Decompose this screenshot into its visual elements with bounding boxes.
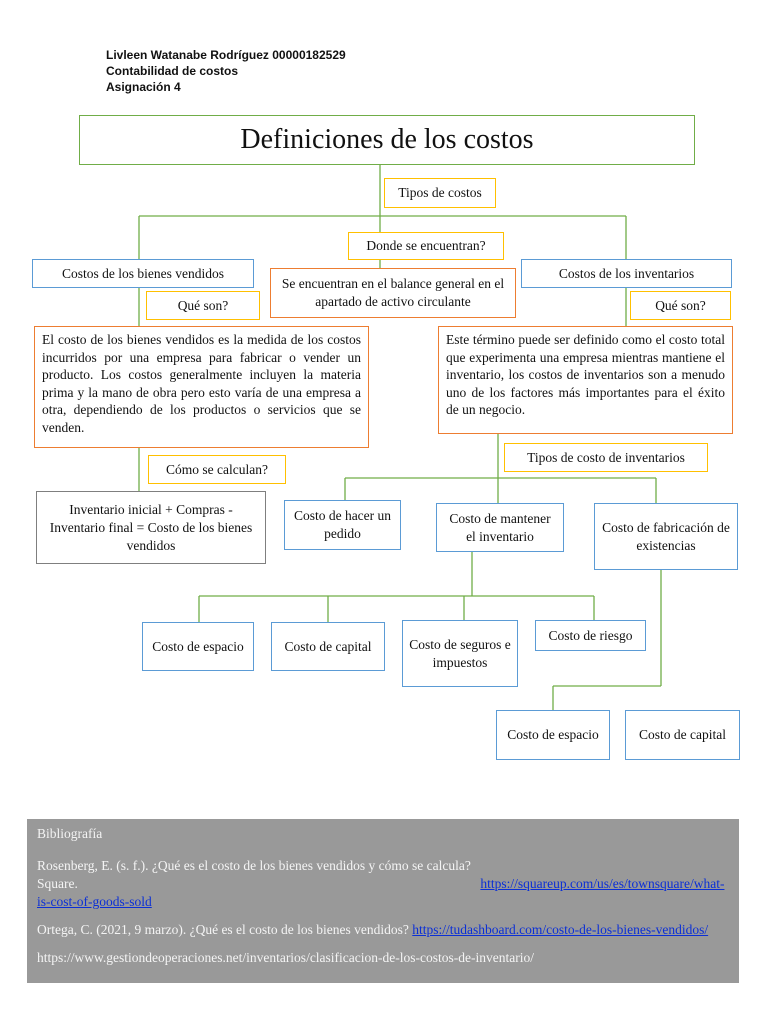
holding-capital-cost-node: Costo de capital (271, 622, 385, 671)
inventory-definition: Este término puede ser definido como el costo total que experimenta una empresa mientras mantiene el inventario, los costos de inventarios son a menudo uno de los factores más importantes para el éxito de un negocio. (438, 326, 733, 434)
ordering-cost-node: Costo de hacer un pedido (284, 500, 401, 550)
inventory-costs-node: Costos de los inventarios (521, 259, 732, 288)
holding-risk-cost-node: Costo de riesgo (535, 620, 646, 651)
where-found-question: Donde se encuentran? (348, 232, 504, 260)
course-name: Contabilidad de costos (106, 64, 239, 78)
holding-space-cost-node: Costo de espacio (142, 622, 254, 671)
manufacturing-space-cost-node: Costo de espacio (496, 710, 610, 760)
bibliography-ref-3: https://www.gestiondeoperaciones.net/inventarios/clasificacion-de-los-costos-de-inventario/ (37, 950, 534, 965)
cogs-what-question: Qué son? (146, 291, 260, 320)
diagram-title: Definiciones de los costos (79, 115, 695, 165)
ref-1-link[interactable]: https://squareup.com/us/es/townsquare/what-is-cost-of-goods-sold (37, 876, 725, 909)
inventory-what-question: Qué son? (630, 291, 731, 320)
cogs-definition: El costo de los bienes vendidos es la medida de los costos incurridos por una empresa para fabricar o vender un producto. Los costos generalmente incluyen la materia prima y la mano de obra pero esto varía de una empresa a otra, dependiendo de los productos o servicios que se venden. (34, 326, 369, 448)
holding-cost-node: Costo de mantener el inventario (436, 503, 564, 552)
holding-insurance-taxes-node: Costo de seguros e impuestos (402, 620, 518, 687)
bibliography-ref-1 (37, 857, 729, 911)
cogs-formula: Inventario inicial + Compras - Inventario final = Costo de los bienes vendidos (36, 491, 266, 564)
ref-2-link[interactable]: https://tudashboard.com/costo-de-los-bienes-vendidos/ (412, 922, 709, 937)
bibliography-title: Bibliografía (37, 826, 103, 841)
bibliography-panel (27, 819, 739, 983)
assignment-name: Asignación 4 (106, 80, 181, 94)
bibliography-ref-2 (37, 921, 729, 939)
cogs-calc-question: Cómo se calculan? (148, 455, 286, 484)
manufacturing-cost-node: Costo de fabricación de existencias (594, 503, 738, 570)
where-found-answer: Se encuentran en el balance general en el apartado de activo circulante (270, 268, 516, 318)
manufacturing-capital-cost-node: Costo de capital (625, 710, 740, 760)
ref-2-text: Ortega, C. (2021, 9 marzo). ¿Qué es el costo de los bienes vendidos? (37, 922, 409, 937)
ref-1-text: Rosenberg, E. (s. f.). ¿Qué es el costo de los bienes vendidos y cómo se calcula? Square. (37, 858, 471, 891)
types-of-costs-label: Tipos de costos (384, 178, 496, 208)
author-line: Livleen Watanabe Rodríguez 00000182529 (106, 48, 346, 62)
cogs-node: Costos de los bienes vendidos (32, 259, 254, 288)
inventory-types-label: Tipos de costo de inventarios (504, 443, 708, 472)
